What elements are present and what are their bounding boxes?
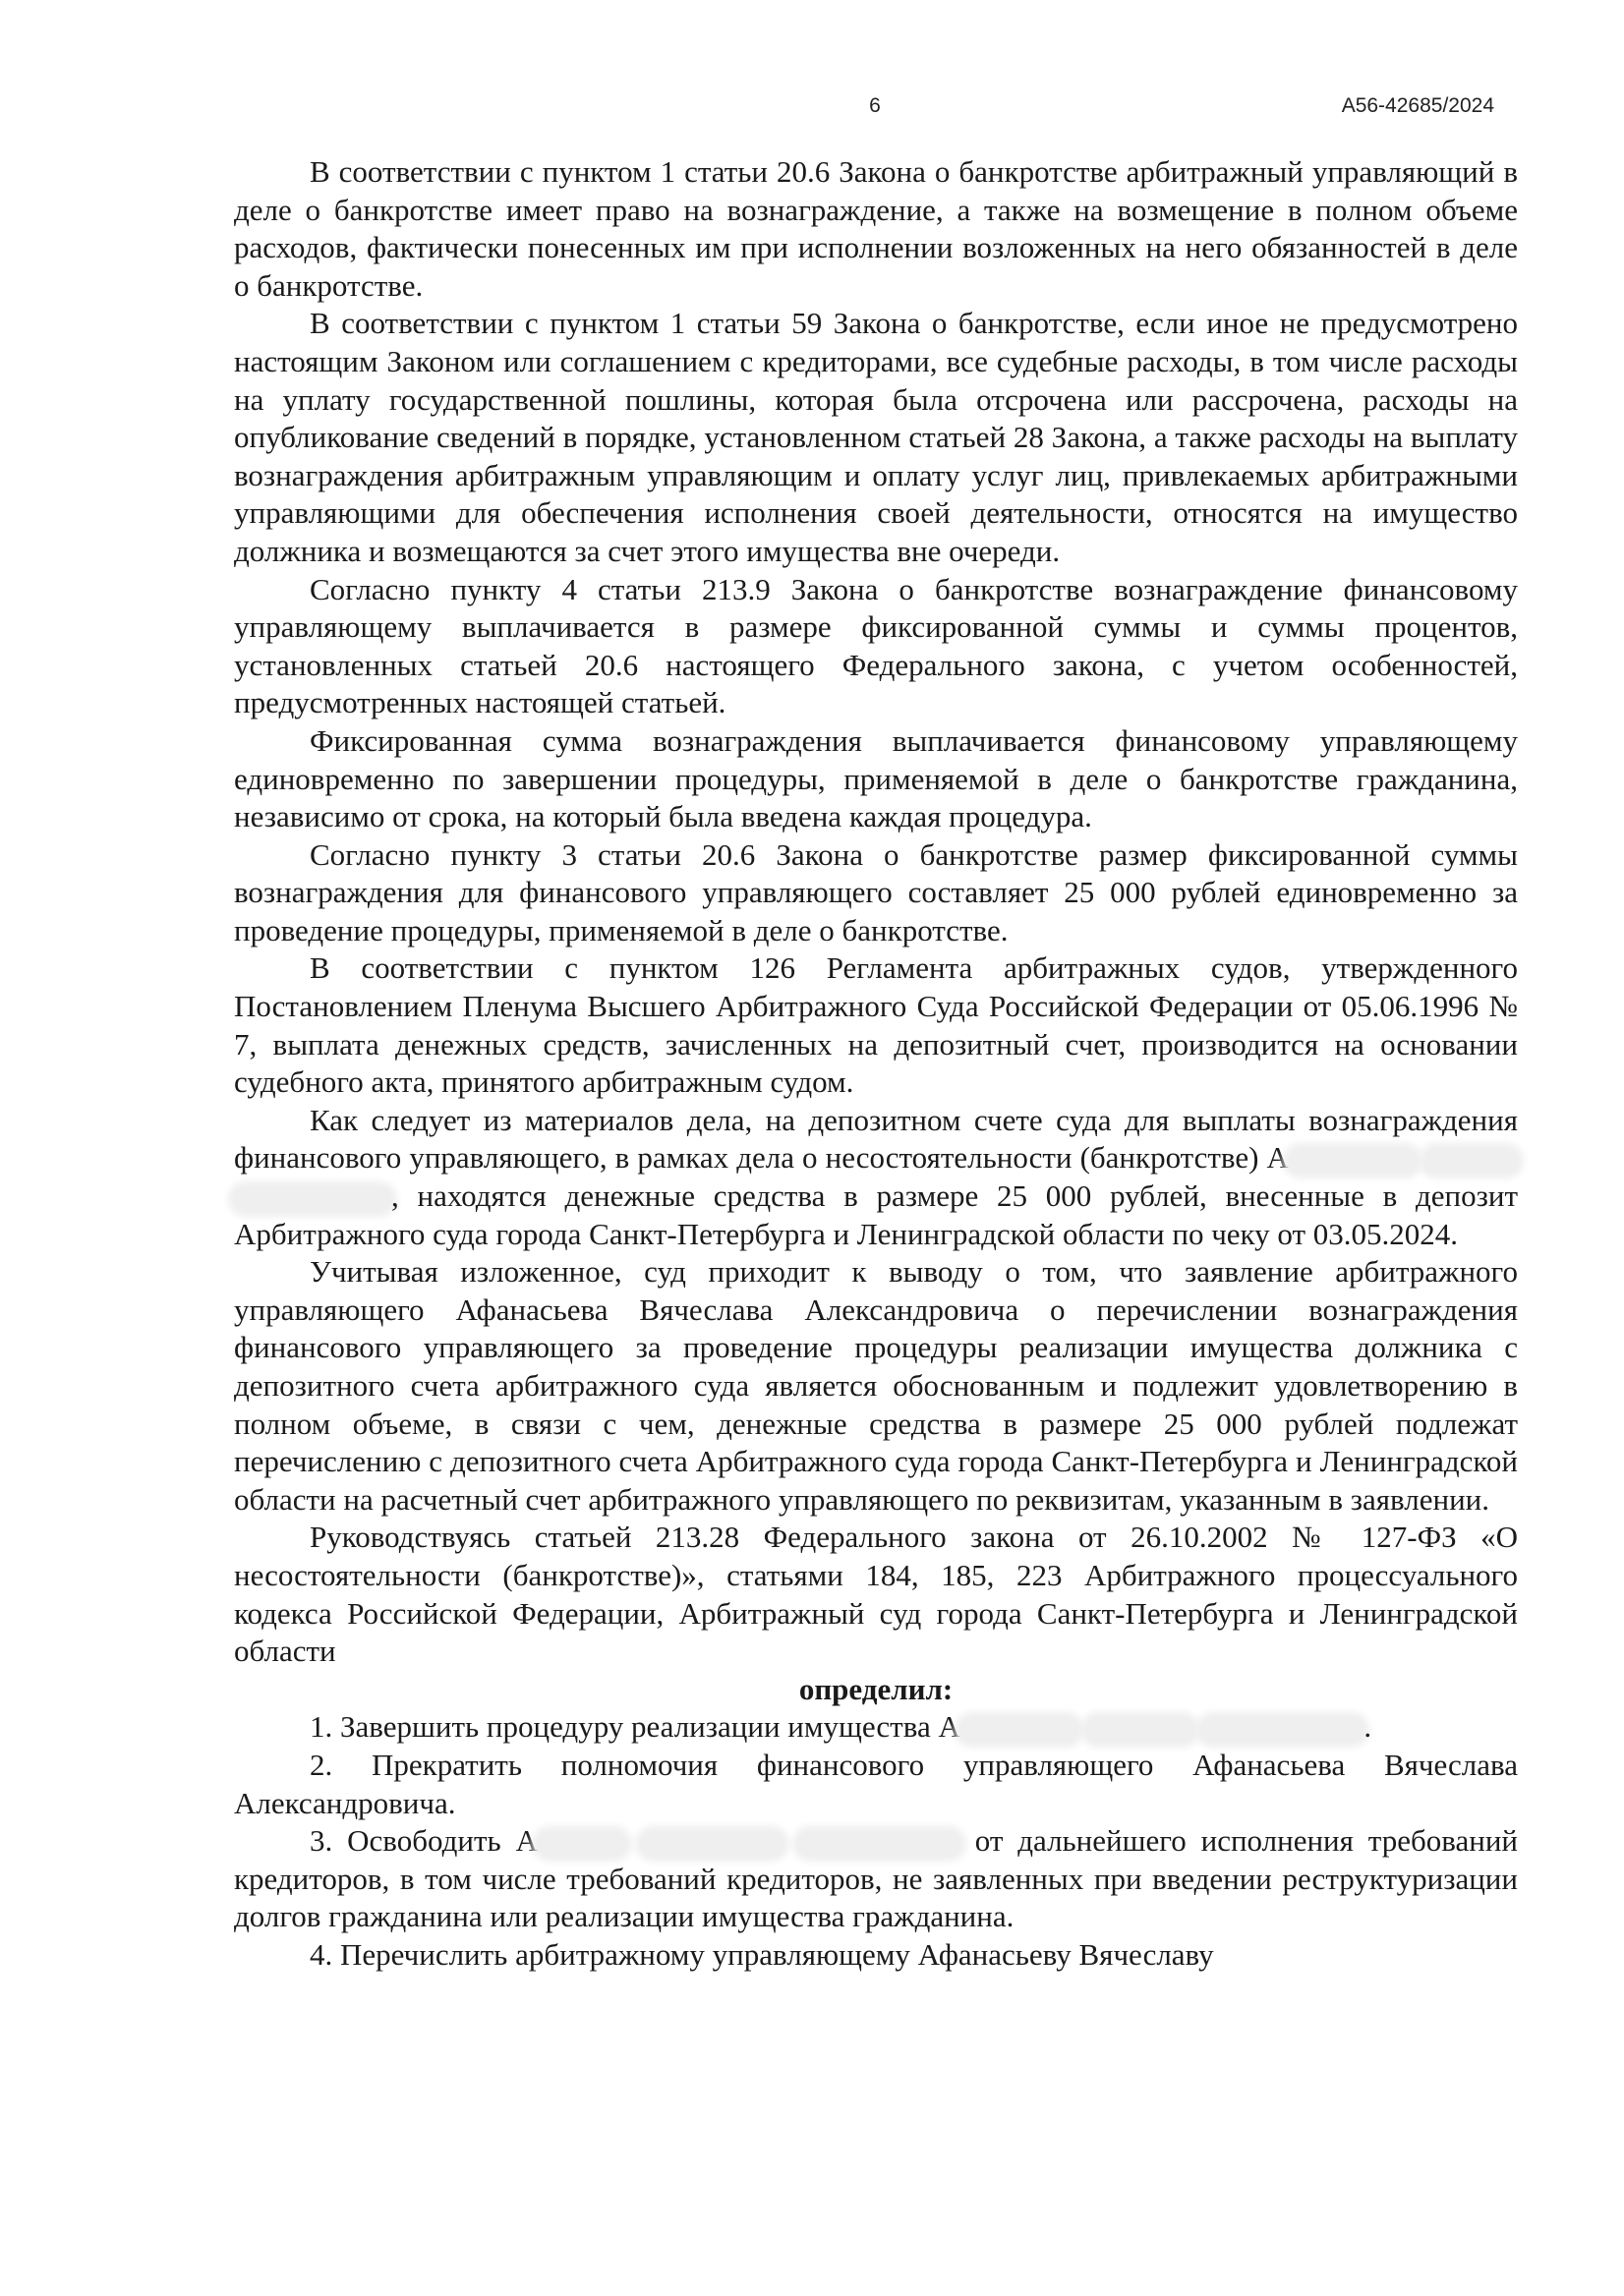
paragraph-remuneration-right: В соответствии с пунктом 1 статьи 20.6 Закона о банкротстве арбитражный управляющий в деле о банкротстве имеет право на вознаграждение, а также на возмещение в полном объеме расходов, фактически понесенных им при исполнении возложенных на него обязанностей в деле о банкротстве. [234, 154, 1518, 303]
paragraph-legal-basis: Руководствуясь статьей 213.28 Федерального закона от 26.10.2002 № 127-ФЗ «О несостоятельности (банкротстве)», статьями 184, 185, 223 Арбитражного процессуального кодекса Российской Федерации, Арбитражный суд города Санкт-Петербурга и Ленинградской области [234, 1520, 1518, 1669]
item-3-text-start: 3. Освободить А [310, 1823, 538, 1859]
deposit-text-start: Как следует из материалов дела, на депозитном счете суда для выплаты вознаграждения финансового управляющего, в рамках дела о несостоятельности (банкротстве) А [234, 1102, 1518, 1176]
case-number: А56-42685/2024 [1341, 94, 1494, 117]
item-1-end: . [1363, 1709, 1372, 1745]
paragraph-fixed-sum-size: Согласно пункту 3 статьи 20.6 Закона о банкротстве размер фиксированной суммы вознаграждения для финансового управляющего составляет 25 000 рублей единовременно за проведение процедуры, применяемой в деле о банкротстве. [234, 836, 1518, 947]
redacted-name-block [234, 1187, 391, 1211]
paragraph-remuneration-amount: Согласно пункту 4 статьи 213.9 Закона о банкротстве вознаграждение финансовому управляющему выплачивается в размере фиксированной суммы и суммы процентов, установленных статьей 20.6 настоящего Федерального закона, с учетом особенностей, предусмотренных настоящей статьей. [234, 571, 1518, 720]
paragraph-deposit [234, 1102, 1518, 1253]
redacted-name-block [1201, 1718, 1363, 1742]
item-1-text: 1. Завершить процедуру реализации имущества А [310, 1709, 960, 1745]
resolution-heading: определил: [798, 1671, 954, 1706]
deposit-text-end: , находятся денежные средства в размере 25 000 рублей, внесенные в депозит Арбитражного суда города Санкт-Петербурга и Ленинградской области по чеку от 03.05.2024. [234, 1178, 1518, 1251]
redacted-name-block [1424, 1149, 1518, 1173]
page-number: 6 [869, 94, 881, 117]
redacted-name-block [960, 1718, 1078, 1742]
redacted-name-block [1086, 1718, 1194, 1742]
paragraph-regulation: В соответствии с пунктом 126 Регламента арбитражных судов, утвержденного Постановлением Пленума Высшего Арбитражного Суда Российской Федерации от 05.06.1996 № 7, выплата денежных средств, зачисленных на депозитный счет, производится на основании судебного акта, принятого арбитражным судом. [234, 950, 1518, 1100]
item-3-text-end: от дальнейшего исполнения требований кредиторов, в том числе требований кредиторов, не заявленных при введении реструктуризации долгов гражданина или реализации имущества гражданина. [234, 1823, 1519, 1934]
resolution-item-3 [234, 1822, 1518, 1936]
redacted-name-block [798, 1832, 960, 1856]
paragraph-fixed-sum: Фиксированная сумма вознаграждения выплачивается финансовому управляющему единовременно по завершении процедуры, применяемой в деле о банкротстве гражданина, независимо от срока, на который была введена каждая процедура. [234, 722, 1518, 834]
redacted-name-block [641, 1832, 783, 1856]
document-body [234, 153, 1518, 1975]
resolution-item-2: 2. Прекратить полномочия финансового управляющего Афанасьева Вячеслава Александровича. [234, 1747, 1518, 1820]
redacted-name-block [1289, 1149, 1417, 1173]
redacted-name-block [538, 1832, 626, 1856]
resolution-item-4: 4. Перечислить арбитражному управляющему Афанасьеву Вячеславу [310, 1936, 1214, 1972]
resolution-item-1 [234, 1708, 1518, 1747]
paragraph-court-expenses: В соответствии с пунктом 1 статьи 59 Закона о банкротстве, если иное не предусмотрено настоящим Законом или соглашением с кредиторами, все судебные расходы, в том числе расходы на уплату государственной пошлины, которая была отсрочена или рассрочена, расходы на опубликование сведений в порядке, установленном статьей 28 Закона, а также расходы на выплату вознаграждения арбитражным управляющим и оплату услуг лиц, привлекаемых арбитражными управляющими для обеспечения исполнения своей деятельности, относятся на имущество должника и возмещаются за счет этого имущества вне очереди. [234, 306, 1518, 568]
paragraph-conclusion: Учитывая изложенное, суд приходит к выводу о том, что заявление арбитражного управляющего Афанасьева Вячеслава Александровича о перечислении вознаграждения финансового управляющего за проведение процедуры реализации имущества должника с депозитного счета арбитражного суда является обоснованным и подлежит удовлетворению в полном объеме, в связи с чем, денежные средства в размере 25 000 рублей подлежат перечислению с депозитного счета Арбитражного суда города Санкт-Петербурга и Ленинградской области на расчетный счет арбитражного управляющего по реквизитам, указанным в заявлении. [234, 1254, 1518, 1517]
